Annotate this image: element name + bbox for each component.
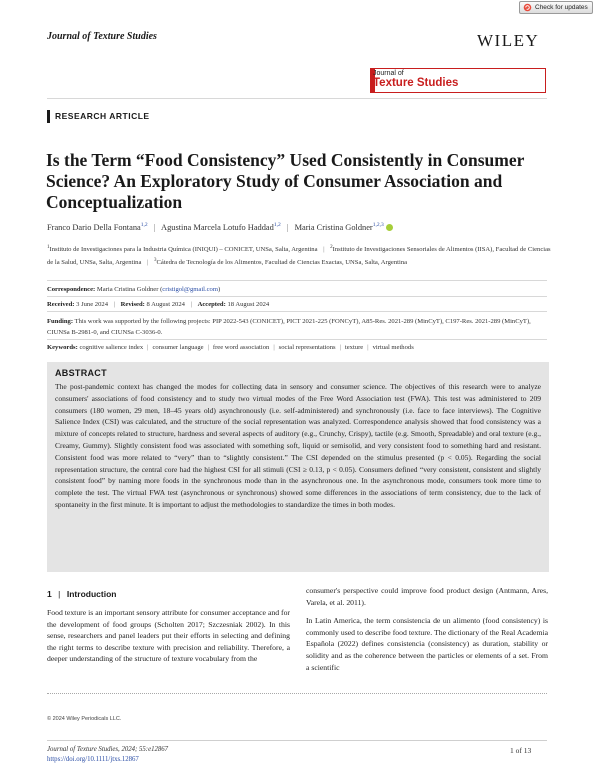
received-date: 3 June 2024 <box>76 301 108 308</box>
funding-label: Funding: <box>47 318 74 325</box>
correspondence: Correspondence: Maria Cristina Goldner (cristigol@gmail.com) <box>47 286 221 293</box>
accepted-label: Accepted: <box>197 301 226 308</box>
keywords <box>47 342 552 353</box>
journal-logo <box>370 68 546 93</box>
intro-paragraph: consumer's perspective could improve food product design (Antmann, Ares, Varela, et al. 2011). <box>306 586 548 607</box>
check-for-updates-button[interactable] <box>519 1 593 14</box>
divider <box>47 311 547 312</box>
abstract-text: The post-pandemic context has changed the modes for collecting data in sensory and consumer science. The objectives of this research were to analyze consumers' associations of food consistency and to study two virtual modes of the Free Word Association test (FWA). This test was administered to 209 consumers (180 women, 29 men, 18–45 years old) asynchronously (i.e. self-administered) and synchronously (i.e. face to face interviews). The Cognitive Salience Index (CSI) was calculated, and the structure of the social representation was analyzed. Correspondence analysis showed that food consistency was a mixture of concepts related to structure, hardness and several aspects of auditory (e.g., Crunchy, Crispy), tactile (e.g. Smooth, Spreadable) and oral texture (e.g., Creamy, Gummy). Slightly consistent food was associated with something soft, liquid or semisolid, and very consistent food to something hard and resistant. Consistent food was more related to “very” than to “slightly consistent.” The CSI depended on the stimulus presented (p < 0.05). Regarding the social representation structure, the central core had the highest CSI for all stimuli (CSI ≥ 0.13, p < 0.05). Consumers defined “very consistent, consistent and slightly consistent food” by naming more foods in the synchronous mode than in the asynchronous one. In the asynchronous mode, consumers took more time to complete the test. The virtual FWA test (asynchronous or synchronous) showed some differences in the associations of term consistency, due to the lack of spontaneity in the first minute. It is important to adjust the methodologies to standardize the times in both modes. <box>55 382 541 509</box>
divider <box>47 280 547 281</box>
dotted-divider <box>47 693 547 694</box>
doi-link[interactable]: https://doi.org/10.1111/jtxs.12867 <box>47 756 139 763</box>
publisher-logo: WILEY <box>477 31 540 50</box>
author-affil-sup[interactable]: 1,2,3 <box>372 222 384 228</box>
keyword-separator: | <box>207 344 209 351</box>
correspondence-label: Correspondence: <box>47 286 96 293</box>
revised-label: Revised: <box>120 301 145 308</box>
affiliation: Instituto de Investigaciones para la Industria Química (INIQUI) – CONICET, UNSa, Salta, Argentina <box>49 246 318 254</box>
copyright-notice: © 2024 Wiley Periodicals LLC. <box>47 716 122 722</box>
affil-sup: 1 <box>47 245 50 250</box>
keyword-separator: | <box>367 344 369 351</box>
keyword[interactable]: virtual methods <box>372 344 414 351</box>
intro-paragraph: Food texture is an important sensory attribute for consumer acceptance and for the development of food groups (Scholten 2017; Szczesniak 2002). In this sense, researchers and panel leaders put their efforts in selecting and defining the right terms to describe texture with precision and reliability. Therefore, a deeper understanding of the structure of texture vocabulary from the <box>47 608 290 664</box>
author-name[interactable]: Maria Cristina Goldner <box>294 222 373 232</box>
section-separator: | <box>58 589 61 599</box>
funding-text: This work was supported by the following projects: PIP 2022-543 (CONICET), PICT 2021-225 (FONCyT), A85-Res. 2021-289 (MinCyT), C197-Res. 2021-289 (MinCyT), CIUNSa B-2981-0, and CIUNSa C-3036-0. <box>47 318 531 336</box>
intro-right-column <box>306 585 548 680</box>
author-name[interactable]: Franco Dario Della Fontana <box>47 222 141 232</box>
divider <box>47 339 547 340</box>
author-list <box>47 222 552 232</box>
date-separator: | <box>190 301 192 308</box>
article-title: Is the Term “Food Consistency” Used Consistently in Consumer Science? An Exploratory Study of Consumer Association and Conceptualization <box>46 150 525 212</box>
intro-paragraph: In Latin America, the term consistencia de un alimento (food consistency) is commonly used to describe food texture. The dictionary of the Real Academia Española (2022) defines consistencia (consistency) as duration, stability or solidity and as the coherence between the particles or elements of a set. From a scientific <box>306 616 548 672</box>
affil-sup: 3 <box>154 258 157 264</box>
page-number: 1 of 13 <box>510 746 532 755</box>
affil-separator: | <box>147 259 149 267</box>
section-number: 1 <box>47 589 52 599</box>
keywords-label: Keywords: <box>47 344 78 351</box>
keyword[interactable]: cognitive salience index <box>79 344 144 351</box>
keyword[interactable]: free word association <box>212 344 270 351</box>
keyword[interactable]: consumer language <box>152 344 204 351</box>
logo-line1: Journal of <box>373 70 404 77</box>
author-name[interactable]: Agustina Marcela Lotufo Haddad <box>161 222 274 232</box>
author-separator: | <box>153 222 156 232</box>
header-divider <box>47 98 547 99</box>
keyword-separator: | <box>339 344 341 351</box>
affil-sup: 2 <box>330 245 333 250</box>
abstract-heading: ABSTRACT <box>55 368 107 378</box>
divider <box>47 296 547 297</box>
footer-divider <box>47 740 547 741</box>
accepted-date: 18 August 2024 <box>227 301 270 308</box>
affiliation: Cátedra de Tecnología de los Alimentos, Facultad de Ciencias Exactas, UNSa, Salta, Argentina <box>156 259 408 267</box>
correspondence-email-link[interactable]: cristigol@gmail.com <box>162 286 218 293</box>
logo-line2: Texture Studies <box>373 77 459 89</box>
received-label: Received: <box>47 301 75 308</box>
footer-journal-citation: Journal of Texture Studies, 2024; 55:e12867 <box>47 746 169 753</box>
orcid-icon[interactable] <box>386 224 393 231</box>
author-affil-sup[interactable]: 1,2 <box>273 222 281 228</box>
article-type: RESEARCH ARTICLE <box>55 111 150 121</box>
article-dates <box>47 299 552 310</box>
journal-name-header: Journal of Texture Studies <box>47 31 157 42</box>
section-title: Introduction <box>66 589 117 599</box>
affiliation: Instituto de Investigaciones Sensoriales de Alimentos (IISA), Facultad de Ciencias de la Salud, UNSa, Salta, Argentina <box>47 246 551 267</box>
keyword-separator: | <box>147 344 149 351</box>
author-affil-sup[interactable]: 1,2 <box>140 222 148 228</box>
article-type-marker <box>47 110 50 123</box>
intro-left-column <box>47 607 290 672</box>
keyword-separator: | <box>273 344 275 351</box>
date-separator: | <box>113 301 115 308</box>
refresh-icon <box>523 3 532 12</box>
affil-separator: | <box>323 246 325 254</box>
check-updates-label: Check for updates <box>535 4 588 11</box>
section-heading <box>47 589 116 599</box>
affiliations <box>47 242 552 268</box>
correspondence-name: Maria Cristina Goldner <box>96 286 159 293</box>
author-separator: | <box>286 222 289 232</box>
keyword[interactable]: social representations <box>278 344 336 351</box>
keyword[interactable]: texture <box>344 344 364 351</box>
funding <box>47 316 552 338</box>
revised-date: 8 August 2024 <box>146 301 185 308</box>
